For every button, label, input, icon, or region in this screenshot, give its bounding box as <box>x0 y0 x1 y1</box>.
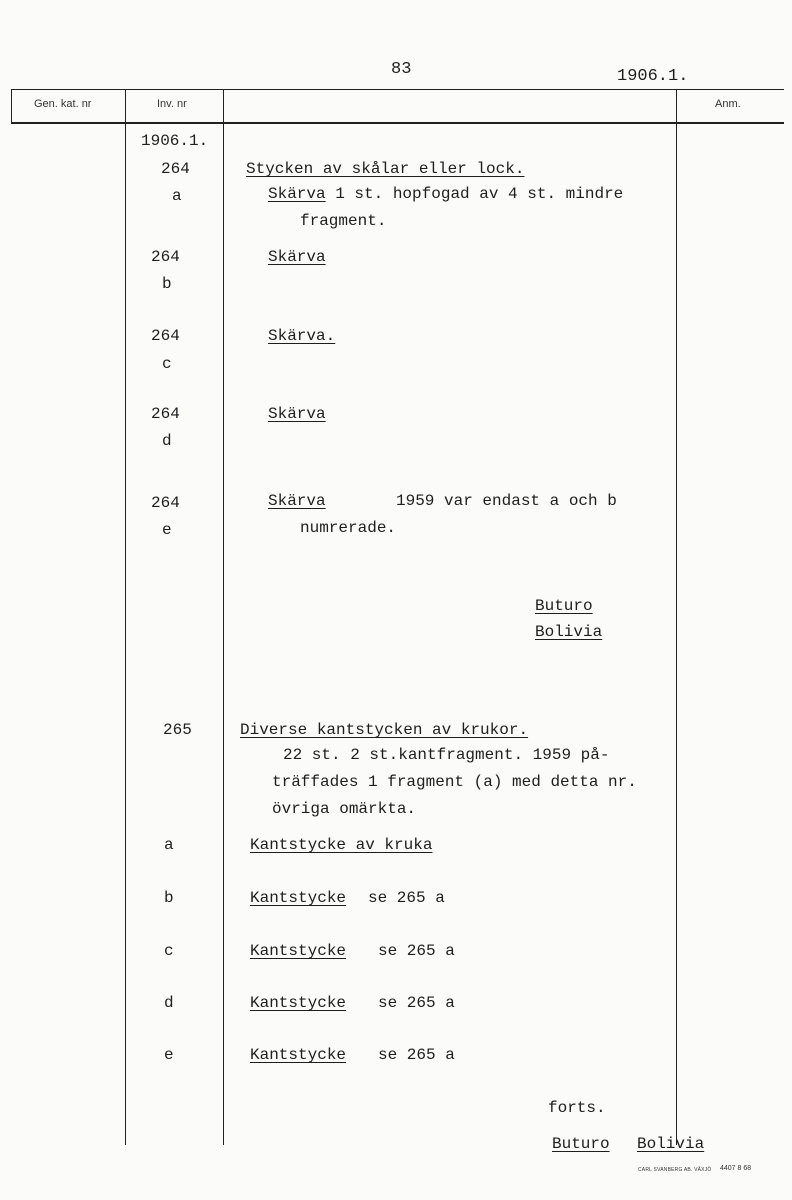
entry-265d-label: Kantstycke <box>250 994 347 1012</box>
entry-264e-label: Skärva <box>268 492 326 510</box>
table-left-border <box>11 89 12 123</box>
entry-264e-note-cont: numrerade. <box>300 519 397 537</box>
column-divider-text-anm <box>676 89 677 1145</box>
origin-country-1: Bolivia <box>535 623 603 641</box>
entry-265c-label: Kantstycke <box>250 942 347 960</box>
entry-265e-ref: se 265 a <box>378 1046 455 1064</box>
entry-265-desc-line1: 22 st. 2 st.kantfragment. 1959 på- <box>283 746 610 764</box>
inv-letter-265a: a <box>164 836 174 854</box>
column-header-inv: Inv. nr <box>157 98 187 110</box>
inv-number-264d: 264 <box>151 405 180 423</box>
inv-number-265: 265 <box>163 721 192 739</box>
page-number: 83 <box>391 60 412 79</box>
inv-letter-265e: e <box>164 1046 174 1064</box>
origin-place-2: Buturo <box>552 1135 610 1153</box>
inv-number-264: 264 <box>161 160 190 178</box>
entry-265e-label: Kantstycke <box>250 1046 347 1064</box>
entry-264a-label: Skärva <box>268 185 326 203</box>
column-header-gen-kat: Gen. kat. nr <box>34 98 92 110</box>
entry-264b-label: Skärva <box>268 248 326 266</box>
entry-264a-text-cont: fragment. <box>300 212 387 230</box>
inv-number-264c: 264 <box>151 327 180 345</box>
inv-letter-265c: c <box>164 942 174 960</box>
origin-place-1: Buturo <box>535 597 593 615</box>
column-divider-gen-inv <box>125 89 126 1145</box>
inv-number-264b: 264 <box>151 248 180 266</box>
entry-264d-label: Skärva <box>268 405 326 423</box>
printer-imprint: CARL SVANBERG AB. VÄXJÖ <box>638 1167 712 1173</box>
entry-265a-label: Kantstycke av kruka <box>250 836 433 854</box>
inv-letter-265b: b <box>164 889 174 907</box>
entry-264c-label: Skärva. <box>268 327 336 345</box>
table-header-rule <box>11 122 784 124</box>
entry-264-title: Stycken av skålar eller lock. <box>246 160 525 178</box>
entry-265c-ref: se 265 a <box>378 942 455 960</box>
entry-264e-note: 1959 var endast a och b <box>396 492 617 510</box>
origin-country-2: Bolivia <box>637 1135 705 1153</box>
column-header-anm: Anm. <box>715 98 741 110</box>
inv-letter-264a: a <box>172 187 182 205</box>
catalog-reference: 1906.1. <box>617 67 689 86</box>
inv-number-264e: 264 <box>151 494 180 512</box>
entry-264a-text: 1 st. hopfogad av 4 st. mindre <box>335 185 624 203</box>
inv-letter-265d: d <box>164 994 174 1012</box>
entry-265-desc-line2: träffades 1 fragment (a) med detta nr. <box>272 773 637 791</box>
inline-catalog-ref: 1906.1. <box>141 132 209 150</box>
entry-265b-label: Kantstycke <box>250 889 347 907</box>
inv-letter-264c: c <box>162 355 172 373</box>
table-top-rule <box>11 89 784 90</box>
inv-letter-264b: b <box>162 275 172 293</box>
inv-letter-264d: d <box>162 432 172 450</box>
entry-265b-ref: se 265 a <box>368 889 445 907</box>
form-code: 4407 8 68 <box>720 1165 752 1172</box>
entry-265-title: Diverse kantstycken av krukor. <box>240 721 529 739</box>
continued-note: forts. <box>548 1099 606 1117</box>
entry-265-desc-line3: övriga omärkta. <box>272 800 417 818</box>
inv-letter-264e: e <box>162 521 172 539</box>
column-divider-inv-text <box>223 89 224 1145</box>
entry-265d-ref: se 265 a <box>378 994 455 1012</box>
entry-264a-line <box>268 185 623 203</box>
